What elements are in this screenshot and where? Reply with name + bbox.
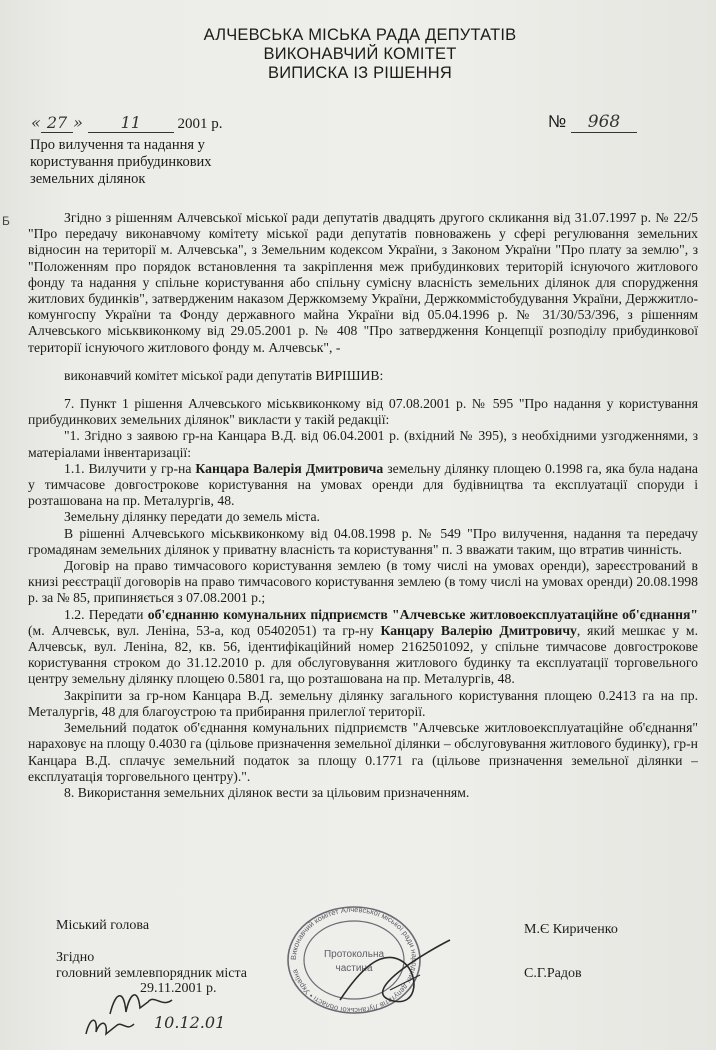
date-year: 2001 р.: [177, 116, 223, 132]
surveyor-label: головний землевпорядник міста: [56, 966, 248, 981]
decision-date: [30, 113, 223, 133]
subject-line-2: користування прибудинкових: [30, 154, 212, 170]
surveyor-name: С.Г.Радов: [524, 966, 582, 981]
surveyor-date: 29.11.2001 р.: [140, 981, 217, 996]
item-7-paragraph: 7. Пункт 1 рішення Алчевського міськвиконкому від 07.08.2001 р. № 595 "Про надання у користування прибудинкових земельних ділянок" викласти у такій редакції:: [28, 396, 698, 428]
decision-subject: [30, 137, 212, 188]
header-council: АЛЧЕВСЬКА МІСЬКА РАДА ДЕПУТАТІВ: [203, 26, 517, 44]
handwritten-date: 10.12.01: [154, 1013, 226, 1032]
stamp-center-bottom: частина: [335, 963, 373, 974]
subject-line-3: земельних ділянок: [30, 171, 146, 187]
date-close-quote: »: [73, 113, 83, 132]
margin-mark: Б: [2, 214, 10, 228]
transfer-paragraph: Земельну ділянку передати до земель міста.: [64, 509, 320, 525]
decision-body: [28, 210, 698, 801]
item-1-2-paragraph: 1.2. Передати об'єднанню комунальних підприємств "Алчевське житловоексплуатаційне об'єднання" (м. Алчевськ, вул. Леніна, 53-а, код 05402051) та гр-ну Канцару Валерію Дмитровичу, який мешкає у м. Алчевськ, вул. Леніна, 82, кв. 56, ідентифікаційний номер 2162501092, у спільне тимчасове довгострокове користування строком до 31.12.2010 р. для обслуговування житлового будинку та експлуатації торговельного центру земельну ділянку площею 0.5801 га, що розташована на пр. Металургів, 48.: [28, 606, 698, 687]
decision-549-paragraph: В рішенні Алчевського міськвиконкому від 04.08.1998 р. № 549 "Про вилучення, надання та передачу громадянам земельних ділянок у приватну власність та користування" п. 3 вважати таким, що втратив чинність.: [28, 525, 698, 557]
resolved-line: виконавчий комітет міської ради депутатів ВИРІШИВ:: [64, 367, 384, 383]
item-7-1-paragraph: "1. Згідно з заявою гр-на Канцара В.Д. від 06.04.2001 р. (вхідний № 395), з необхідними узгодженнями, з матеріалами інвентаризації:: [28, 428, 698, 460]
contract-paragraph: Договір на право тимчасового користування землею (в тому числі на умовах оренди), зареєстрований в книзі реєстрації договорів на право тимчасового користування землею (в тому числі на умовах оренди) 20.08.1998 р. за № 85, припиняється з 07.08.2001 р.;: [28, 558, 698, 606]
citizen-name-dative: Канцару Валерію Дмитровичу: [380, 622, 577, 638]
mayor-signature: [330, 930, 460, 1020]
organization-name: об'єднанню комунальних підприємств "Алчевське житловоексплуатаційне об'єднання": [147, 606, 698, 622]
number-value: 968: [571, 112, 637, 133]
number-label: №: [548, 112, 567, 131]
item-1-1-paragraph: 1.1. Вилучити у гр-на Канцара Валерія Дмитровича земельну ділянку площею 0.1998 га, яка була надана у тимчасове довгострокове користування на умовах оренди для будівництва та експлуатації споруди і розташована на пр. Металургів, 48.: [28, 460, 698, 509]
handwritten-initials: [80, 1010, 140, 1044]
date-open-quote: «: [31, 113, 41, 132]
item-8-paragraph: 8. Використання земельних ділянок вести за цільовим призначенням.: [64, 784, 470, 800]
tax-paragraph: Земельний податок об'єднання комунальних підприємств "Алчевське житловоексплуатаційне об'єднання" нараховує на площу 0.4030 га (цільове призначення земельної ділянки – обслуговування житлового будинку), гр-н Канцара В.Д. сплачує земельний податок за площу 0.1771 га (цільове призначення земельної ділянки – експлуатація торговельного центру).".: [28, 720, 698, 784]
header-extract-title: ВИПИСКА ІЗ РІШЕННЯ: [268, 64, 452, 82]
mayor-label: Міський голова: [56, 918, 150, 933]
mayor-name: М.Є Кириченко: [524, 922, 618, 937]
document-header: [130, 26, 590, 83]
decision-number: [548, 112, 637, 133]
agreed-label: Згідно: [56, 950, 95, 965]
date-month: 11: [88, 113, 174, 133]
date-day: 27: [41, 113, 73, 133]
subject-line-1: Про вилучення та надання у: [30, 137, 205, 153]
header-committee: ВИКОНАВЧИЙ КОМІТЕТ: [263, 45, 457, 63]
citizen-name: Канцара Валерія Дмитровича: [195, 460, 384, 476]
stamp-center-top: Протокольна: [323, 949, 385, 960]
preamble-paragraph: Згідно з рішенням Алчевської міської ради депутатів двадцять другого скликання від 31.07.1997 р. № 22/5 "Про передачу виконавчому комітету міської ради депутатів повноважень у сфері регулювання земельних відносин на території м. Алчевська", з Земельним кодексом України, з Законом України "Про плату за землю", з "Положенням про порядок встановлення та закріплення меж прибудинкових територій існуючого житлового фонду та надання у спільне користування або спільну сумісну власність земельних ділянок для спорудження житлових будинків", затвердженим наказом Держкомзему України, Держкоммістобудування України, Держжитло-комунгоспу України та Фонду державного майна України від 05.04.1996 р. № 31/30/53/396, з рішенням Алчевського міськвиконкому від 29.05.2001 р. № 408 "Про затвердження Концепції розподілу прибудинкової території існуючого житлового фонду м. Алчевськ", -: [28, 210, 698, 355]
stamp-ring-text: Виконавчий комітет Алчевської міської ради народних депутатів Луганської області • Україна: [288, 905, 420, 1015]
assign-paragraph: Закріпити за гр-ном Канцара В.Д. земельну ділянку загального користування площею 0.2413 га на пр. Металургів, 48 для благоустрою та прибирання прилеглої території.: [28, 687, 698, 719]
